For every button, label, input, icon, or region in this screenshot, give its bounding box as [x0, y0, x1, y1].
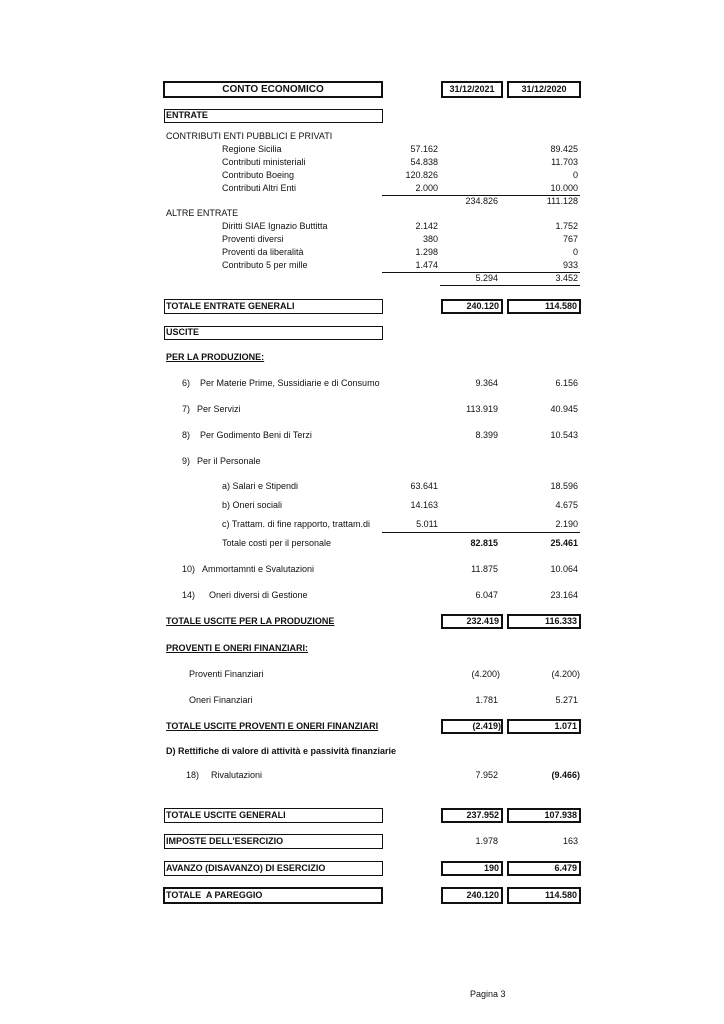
personale-row-label: b) Oneri sociali	[222, 500, 283, 510]
avanzo-v2: 6.479	[554, 863, 577, 873]
totale-produzione-v2: 116.333	[544, 616, 577, 626]
altre-row-v2: 933	[562, 260, 578, 270]
altre-subtotal-v1: 5.294	[475, 273, 498, 283]
altre-row-label: Diritti SIAE Ignazio Buttitta	[222, 221, 328, 231]
altre-row-label: Proventi da liberalità	[222, 247, 304, 257]
contributi-row-label: Contributi ministeriali	[222, 157, 306, 167]
proventi-v1: (4.200)	[471, 669, 500, 679]
contributi-row-label: Contributi Altri Enti	[222, 183, 297, 193]
imposte-v2: 163	[562, 836, 578, 846]
col2-header: 31/12/2020	[521, 84, 567, 94]
oneri-label: Oneri Finanziari	[189, 695, 253, 705]
avanzo-v1: 190	[483, 863, 499, 873]
r6-v2: 6.156	[555, 378, 578, 388]
page-title: CONTO ECONOMICO	[222, 84, 324, 95]
r8-v2: 10.543	[550, 430, 578, 440]
r8-num: 8)	[182, 430, 191, 440]
contributi-subtotal-v2: 111.128	[546, 196, 578, 206]
totale-personale-label: Totale costi per il personale	[222, 538, 332, 548]
altre-row-v1: 380	[422, 234, 438, 244]
r14-label: Oneri diversi di Gestione	[209, 590, 308, 600]
r7-label: Per Servizi	[197, 404, 241, 414]
contributi-row-v2: 0	[572, 170, 578, 180]
altre-row-label: Contributo 5 per mille	[222, 260, 308, 270]
altre-bottom-rule	[440, 285, 580, 286]
totale-uscite-v2: 107.938	[544, 810, 577, 820]
r10-v2: 10.064	[550, 564, 578, 574]
totale-produzione-v1: 232.419	[466, 616, 499, 626]
altre-row-v2: 0	[572, 247, 578, 257]
altre-row-v1: 2.142	[415, 221, 438, 231]
totale-finanziari-v1: (2.419)	[472, 721, 501, 731]
personale-rule	[382, 532, 580, 533]
personale-row-v2: 2.190	[555, 519, 578, 529]
contributi-row-v1: 2.000	[415, 183, 438, 193]
r7-num: 7)	[182, 404, 191, 414]
r8-v1: 8.399	[475, 430, 498, 440]
r9-label: Per il Personale	[197, 456, 261, 466]
proventi-v2: (4.200)	[551, 669, 580, 679]
produzione-heading: PER LA PRODUZIONE:	[166, 352, 265, 362]
totale-entrate-v1: 240.120	[466, 301, 499, 311]
totale-uscite-v1: 237.952	[466, 810, 499, 820]
r14-v1: 6.047	[475, 590, 498, 600]
r10-v1: 11.875	[471, 564, 498, 574]
totale-produzione-label: TOTALE USCITE PER LA PRODUZIONE	[166, 616, 335, 626]
proventi-label: Proventi Finanziari	[189, 669, 264, 679]
oneri-v2: 5.271	[555, 695, 578, 705]
pareggio-label: TOTALE A PAREGGIO	[166, 890, 263, 900]
r6-label: Per Materie Prime, Sussidiarie e di Consumo	[200, 378, 380, 388]
contributi-row-label: Contributo Boeing	[222, 170, 295, 180]
totale-uscite-label: TOTALE USCITE GENERALI	[166, 810, 286, 820]
altre-row-v2: 1.752	[555, 221, 578, 231]
personale-row-v0: 63.641	[410, 481, 438, 491]
personale-row-v2: 18.596	[550, 481, 578, 491]
r18-label: Rivalutazioni	[211, 770, 263, 780]
r14-num: 14)	[182, 590, 196, 600]
r6-v1: 9.364	[475, 378, 498, 388]
totale-entrate-v2: 114.580	[544, 301, 577, 311]
pareggio-v2: 114.580	[544, 890, 577, 900]
r10-num: 10)	[182, 564, 196, 574]
personale-row-v0: 14.163	[410, 500, 438, 510]
uscite-heading: USCITE	[166, 327, 200, 337]
contributi-subtotal-v1: 234.826	[465, 196, 498, 206]
totale-entrate-label: TOTALE ENTRATE GENERALI	[166, 301, 295, 311]
contributi-heading: CONTRIBUTI ENTI PUBBLICI E PRIVATI	[166, 131, 333, 141]
personale-row-label: a) Salari e Stipendi	[222, 481, 299, 491]
totale-finanziari-v2: 1.071	[554, 721, 577, 731]
personale-row-v0: 5.011	[416, 519, 438, 529]
altre-heading: ALTRE ENTRATE	[166, 208, 239, 218]
contributi-row-label: Regione Sicilia	[222, 144, 282, 154]
r7-v1: 113.919	[466, 404, 498, 414]
contributi-row-v1: 57.162	[410, 144, 438, 154]
contributi-row-v2: 89.425	[550, 144, 578, 154]
contributi-row-v2: 10.000	[550, 183, 578, 193]
r10-label: Ammortamnti e Svalutazioni	[202, 564, 315, 574]
totale-personale-v2: 25.461	[550, 538, 578, 548]
entrate-heading: ENTRATE	[166, 110, 208, 120]
personale-row-label: c) Trattam. di fine rapporto, trattam.di	[222, 519, 371, 529]
r8-label: Per Godimento Beni di Terzi	[200, 430, 312, 440]
altre-row-v2: 767	[562, 234, 578, 244]
altre-row-v1: 1.298	[415, 247, 438, 257]
oneri-v1: 1.781	[475, 695, 498, 705]
r6-num: 6)	[182, 378, 191, 388]
contributi-row-v1: 120.826	[405, 170, 438, 180]
totale-finanziari-label: TOTALE USCITE PROVENTI E ONERI FINANZIARI	[166, 721, 379, 731]
r18-num: 18)	[186, 770, 200, 780]
imposte-label: IMPOSTE DELL'ESERCIZIO	[166, 836, 284, 846]
totale-personale-v1: 82.815	[470, 538, 498, 548]
altre-row-label: Proventi diversi	[222, 234, 284, 244]
finanziari-heading: PROVENTI E ONERI FINANZIARI:	[166, 643, 309, 653]
personale-row-v2: 4.675	[555, 500, 578, 510]
r14-v2: 23.164	[550, 590, 578, 600]
r7-v2: 40.945	[550, 404, 578, 414]
contributi-row-v1: 54.838	[410, 157, 438, 167]
r18-v2: (9.466)	[551, 770, 580, 780]
r18-v1: 7.952	[475, 770, 498, 780]
page-number: Pagina 3	[470, 989, 506, 999]
col1-header: 31/12/2021	[449, 84, 495, 94]
avanzo-label: AVANZO (DISAVANZO) DI ESERCIZIO	[166, 863, 326, 873]
altre-subtotal-v2: 3.452	[555, 273, 578, 283]
r9-num: 9)	[182, 456, 191, 466]
imposte-v1: 1.978	[475, 836, 498, 846]
pareggio-v1: 240.120	[466, 890, 499, 900]
rettifiche-heading: D) Rettifiche di valore di attività e passività finanziarie	[166, 746, 397, 756]
altre-row-v1: 1.474	[415, 260, 438, 270]
contributi-row-v2: 11.703	[551, 157, 578, 167]
